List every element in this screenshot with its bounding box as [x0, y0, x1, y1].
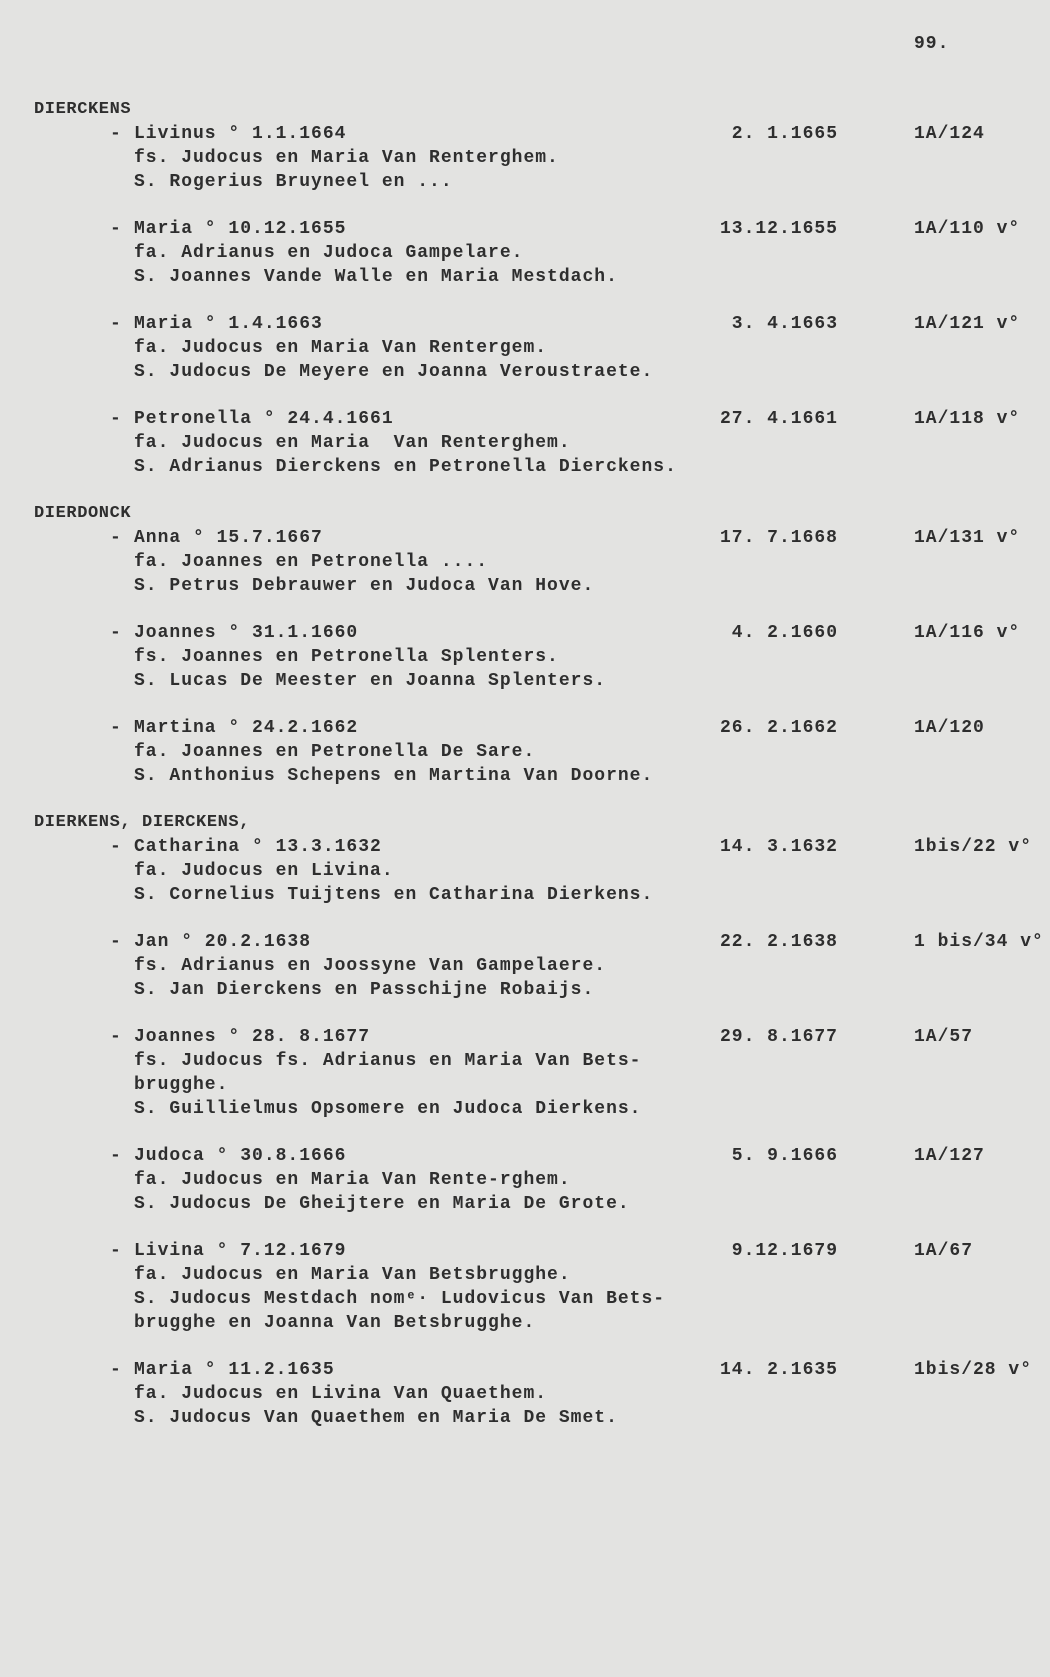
entry-text: brugghe en Joanna Van Betsbrugghe. — [134, 1313, 536, 1333]
entry-dash: - — [110, 409, 122, 429]
entry-detail-line — [0, 1073, 1050, 1097]
child-name-birth: Maria ° 11.2.1635 — [134, 1360, 335, 1380]
entry-dash: - — [110, 1241, 122, 1261]
register-reference: 1A/120 — [914, 718, 985, 738]
entry-detail-line — [0, 574, 1050, 598]
surname-heading: DIERCKENS — [34, 100, 132, 119]
entry-text: fs. Joannes en Petronella Splenters. — [134, 647, 559, 667]
entry-text: S. Petrus Debrauwer en Judoca Van Hove. — [134, 576, 595, 596]
baptism-date: 13.12.1655 — [719, 219, 838, 239]
baptism-date: 14. 3.1632 — [719, 837, 838, 857]
entry-dash: - — [110, 837, 122, 857]
baptism-date: 14. 2.1635 — [719, 1360, 838, 1380]
entry-dash: - — [110, 219, 122, 239]
register-reference: 1A/127 — [914, 1146, 985, 1166]
baptism-entry — [0, 526, 1050, 598]
entry-text: S. Judocus Van Quaethem en Maria De Smet. — [134, 1408, 618, 1428]
baptism-entry — [0, 1358, 1050, 1430]
register-reference: 1A/67 — [914, 1241, 974, 1261]
entry-detail-line — [0, 170, 1050, 194]
entry-text: S. Rogerius Bruyneel en ... — [134, 172, 453, 192]
entry-detail-line — [0, 455, 1050, 479]
entry-name-line — [0, 1144, 1050, 1168]
baptism-entry — [0, 217, 1050, 289]
entry-text: S. Cornelius Tuijtens en Catharina Dierkens. — [134, 885, 654, 905]
entry-text: fa. Adrianus en Judoca Gampelare. — [134, 243, 524, 263]
register-reference: 1A/118 v° — [914, 409, 1021, 429]
child-name-birth: Maria ° 10.12.1655 — [134, 219, 347, 239]
entry-dash: - — [110, 124, 122, 144]
baptism-date: 26. 2.1662 — [719, 718, 838, 738]
baptism-entry — [0, 835, 1050, 907]
entry-detail-line — [0, 669, 1050, 693]
entry-name-line — [0, 621, 1050, 645]
entry-detail-line — [0, 954, 1050, 978]
entry-detail-line — [0, 336, 1050, 360]
entry-name-line — [0, 835, 1050, 859]
child-name-birth: Anna ° 15.7.1667 — [134, 528, 323, 548]
entry-text: S. Judocus De Gheijtere en Maria De Grote. — [134, 1194, 630, 1214]
baptism-entry — [0, 407, 1050, 479]
baptism-entry — [0, 716, 1050, 788]
register-reference: 1A/131 v° — [914, 528, 1021, 548]
entry-name-line — [0, 1358, 1050, 1382]
entry-detail-line — [0, 1406, 1050, 1430]
entry-dash: - — [110, 528, 122, 548]
surname-heading: DIERDONCK — [34, 504, 132, 523]
child-name-birth: Judoca ° 30.8.1666 — [134, 1146, 347, 1166]
baptism-date: 4. 2.1660 — [731, 623, 838, 643]
entry-detail-line — [0, 265, 1050, 289]
entry-detail-line — [0, 1263, 1050, 1287]
baptism-entry — [0, 621, 1050, 693]
surname-section — [0, 98, 1050, 479]
baptism-date: 17. 7.1668 — [719, 528, 838, 548]
register-reference: 1bis/22 v° — [914, 837, 1033, 857]
entry-detail-line — [0, 764, 1050, 788]
entry-text: S. Judocus Mestdach nomᵉ· Ludovicus Van Bets- — [134, 1289, 666, 1309]
register-reference: 1A/121 v° — [914, 314, 1021, 334]
child-name-birth: Maria ° 1.4.1663 — [134, 314, 323, 334]
entry-text: fa. Judocus en Maria Van Renterghem. — [134, 433, 571, 453]
entry-name-line — [0, 217, 1050, 241]
register-reference: 1A/57 — [914, 1027, 974, 1047]
entry-text: S. Jan Dierckens en Passchijne Robaijs. — [134, 980, 595, 1000]
surname-section — [0, 811, 1050, 1430]
entry-detail-line — [0, 1168, 1050, 1192]
baptism-entry — [0, 1239, 1050, 1335]
entry-dash: - — [110, 314, 122, 334]
baptism-date: 9.12.1679 — [731, 1241, 838, 1261]
baptism-date: 3. 4.1663 — [731, 314, 838, 334]
entry-text: fs. Judocus fs. Adrianus en Maria Van Bets- — [134, 1051, 642, 1071]
register-reference: 1bis/28 v° — [914, 1360, 1033, 1380]
entry-detail-line — [0, 146, 1050, 170]
page-number: 99. — [914, 34, 950, 54]
child-name-birth: Petronella ° 24.4.1661 — [134, 409, 394, 429]
entry-detail-line — [0, 1382, 1050, 1406]
entry-detail-line — [0, 740, 1050, 764]
entry-detail-line — [0, 241, 1050, 265]
child-name-birth: Livina ° 7.12.1679 — [134, 1241, 347, 1261]
entry-text: fs. Judocus en Maria Van Renterghem. — [134, 148, 559, 168]
entry-name-line — [0, 930, 1050, 954]
entry-text: fa. Joannes en Petronella De Sare. — [134, 742, 536, 762]
register-reference: 1A/116 v° — [914, 623, 1021, 643]
child-name-birth: Catharina ° 13.3.1632 — [134, 837, 382, 857]
baptism-entry — [0, 1025, 1050, 1121]
baptism-entry — [0, 1144, 1050, 1216]
entry-dash: - — [110, 932, 122, 952]
entry-detail-line — [0, 883, 1050, 907]
entry-text: S. Judocus De Meyere en Joanna Veroustraete. — [134, 362, 654, 382]
child-name-birth: Jan ° 20.2.1638 — [134, 932, 312, 952]
entry-text: fa. Judocus en Maria Van Rente-rghem. — [134, 1170, 571, 1190]
entry-detail-line — [0, 360, 1050, 384]
entry-dash: - — [110, 623, 122, 643]
register-reference: 1 bis/34 v° — [914, 932, 1044, 952]
entry-text: S. Lucas De Meester en Joanna Splenters. — [134, 671, 607, 691]
entry-dash: - — [110, 1027, 122, 1047]
entry-text: fa. Judocus en Maria Van Rentergem. — [134, 338, 548, 358]
child-name-birth: Martina ° 24.2.1662 — [134, 718, 359, 738]
entry-dash: - — [110, 1360, 122, 1380]
baptism-date: 29. 8.1677 — [719, 1027, 838, 1047]
entry-detail-line — [0, 1049, 1050, 1073]
entry-name-line — [0, 1025, 1050, 1049]
entry-name-line — [0, 526, 1050, 550]
entry-text: fa. Judocus en Maria Van Betsbrugghe. — [134, 1265, 571, 1285]
entry-text: S. Guillielmus Opsomere en Judoca Dierkens. — [134, 1099, 642, 1119]
baptism-entry — [0, 122, 1050, 194]
entry-text: S. Joannes Vande Walle en Maria Mestdach. — [134, 267, 618, 287]
baptism-entry — [0, 930, 1050, 1002]
register-content — [0, 98, 1050, 1453]
entry-detail-line — [0, 859, 1050, 883]
entry-text: fa. Judocus en Livina. — [134, 861, 394, 881]
entry-text: S. Anthonius Schepens en Martina Van Doorne. — [134, 766, 654, 786]
baptism-entry — [0, 312, 1050, 384]
entry-name-line — [0, 716, 1050, 740]
entry-name-line — [0, 312, 1050, 336]
register-reference: 1A/110 v° — [914, 219, 1021, 239]
entry-dash: - — [110, 718, 122, 738]
register-reference: 1A/124 — [914, 124, 985, 144]
baptism-date: 5. 9.1666 — [731, 1146, 838, 1166]
entry-text: S. Adrianus Dierckens en Petronella Dierckens. — [134, 457, 677, 477]
child-name-birth: Livinus ° 1.1.1664 — [134, 124, 347, 144]
entry-text: fa. Joannes en Petronella .... — [134, 552, 489, 572]
surname-heading: DIERKENS, DIERCKENS, — [34, 813, 251, 832]
child-name-birth: Joannes ° 28. 8.1677 — [134, 1027, 371, 1047]
entry-name-line — [0, 407, 1050, 431]
entry-name-line — [0, 1239, 1050, 1263]
entry-text: brugghe. — [134, 1075, 229, 1095]
baptism-date: 27. 4.1661 — [719, 409, 838, 429]
entry-text: fa. Judocus en Livina Van Quaethem. — [134, 1384, 548, 1404]
entry-name-line — [0, 122, 1050, 146]
baptism-date: 2. 1.1665 — [731, 124, 838, 144]
surname-section — [0, 502, 1050, 788]
entry-dash: - — [110, 1146, 122, 1166]
baptism-date: 22. 2.1638 — [719, 932, 838, 952]
entry-detail-line — [0, 431, 1050, 455]
entry-detail-line — [0, 1097, 1050, 1121]
child-name-birth: Joannes ° 31.1.1660 — [134, 623, 359, 643]
entry-detail-line — [0, 645, 1050, 669]
entry-detail-line — [0, 1287, 1050, 1311]
entry-detail-line — [0, 550, 1050, 574]
entry-detail-line — [0, 978, 1050, 1002]
entry-text: fs. Adrianus en Joossyne Van Gampelaere. — [134, 956, 607, 976]
entry-detail-line — [0, 1311, 1050, 1335]
entry-detail-line — [0, 1192, 1050, 1216]
